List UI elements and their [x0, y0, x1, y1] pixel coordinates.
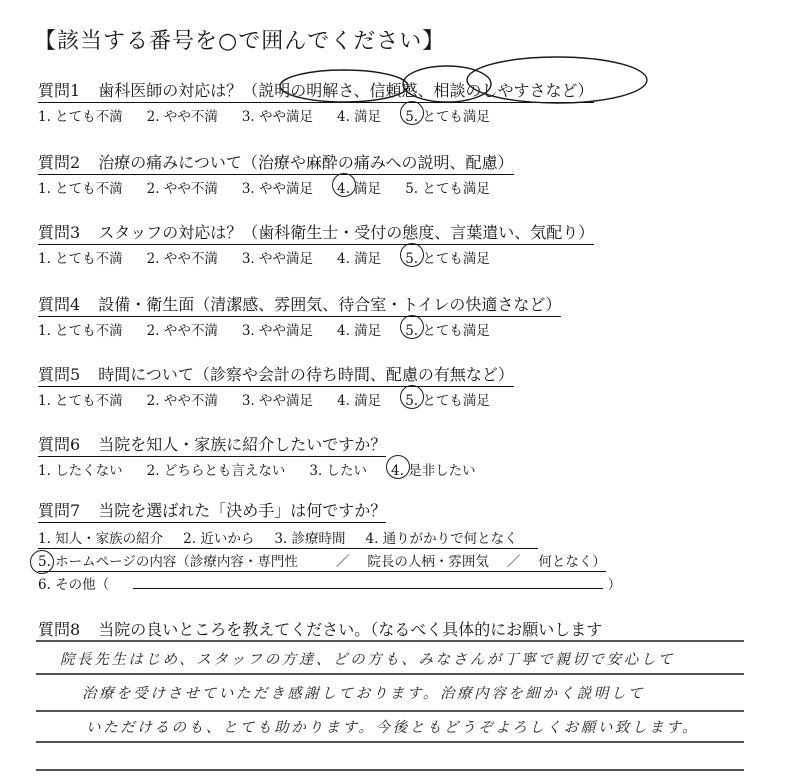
q2-option-4[interactable] — [337, 177, 381, 197]
q1-option-3[interactable] — [242, 105, 313, 125]
question-5-number: 質問5 — [38, 365, 81, 384]
q7-separator-1: ／ — [335, 554, 350, 570]
q4-option-4[interactable] — [337, 319, 381, 339]
q3-option-1[interactable] — [38, 247, 123, 267]
q7-option-2[interactable]: 2. 近いから — [183, 531, 255, 547]
question-2-header — [38, 150, 514, 175]
q6-option-4[interactable] — [391, 459, 476, 479]
q6-option-4-label: 4. 是非したい — [391, 463, 476, 479]
q7-option-director: 院長の人柄・雰囲気 — [367, 554, 489, 570]
q7-option-4[interactable]: 4. 通りがかりで何となく — [365, 531, 518, 547]
question-3-header — [38, 220, 594, 245]
question-2-text: 治療の痛みについて（治療や麻酔の痛みへの説明、配慮） — [98, 153, 514, 172]
question-6-number: 質問6 — [38, 435, 81, 454]
question-1-header — [38, 78, 594, 103]
question-3-options — [38, 247, 514, 267]
q6-option-1-label: 1. したくない — [38, 463, 123, 479]
q1-option-1-label: 1. とても不満 — [38, 109, 123, 125]
q4-option-1[interactable] — [38, 319, 123, 339]
q3-option-5-label: 5. とても満足 — [405, 251, 490, 267]
q6-option-3-label: 3. したい — [309, 463, 368, 479]
selected-answer-circle — [400, 385, 424, 409]
q3-option-4[interactable] — [337, 247, 381, 267]
q5-option-2[interactable] — [147, 389, 218, 409]
question-7-header — [38, 498, 386, 523]
selected-answer-circle — [400, 243, 424, 267]
q6-option-1[interactable] — [38, 459, 123, 479]
question-3-text: スタッフの対応は？（歯科衛生士・受付の態度、言葉遣い、気配り） — [98, 223, 595, 242]
q5-option-1-label: 1. とても不満 — [38, 393, 123, 409]
question-8-number: 質問8 — [38, 620, 81, 639]
question-6-header — [38, 432, 386, 457]
question-4-text: 設備・衛生面（清潔感、雰囲気、待合室・トイレの快適さなど） — [98, 295, 562, 314]
q3-option-2[interactable] — [147, 247, 218, 267]
q2-option-4-label: 4. 満足 — [337, 181, 382, 197]
q2-option-2-label: 2. やや不満 — [146, 181, 218, 197]
q3-option-1-label: 1. とても不満 — [38, 251, 123, 267]
question-8-text: 当院の良いところを教えてください。（なるべく具体的にお願いします — [98, 620, 603, 639]
q1-option-1[interactable] — [38, 105, 123, 125]
survey-title: 【該当する番号を○で囲んでください】 — [34, 29, 446, 54]
q2-option-3[interactable] — [242, 177, 313, 197]
question-4-header — [38, 292, 561, 317]
q4-option-2[interactable] — [147, 319, 218, 339]
q2-option-2[interactable] — [147, 177, 218, 197]
question-2-options — [38, 177, 514, 197]
q3-option-3[interactable] — [242, 247, 313, 267]
q4-option-3[interactable] — [242, 319, 313, 339]
q7-option-1[interactable]: 1. 知人・家族の紹介 — [38, 531, 164, 547]
q7-option-6-close: ） — [607, 577, 622, 593]
q6-option-2-label: 2. どちらとも言えない — [146, 463, 286, 479]
question-1-number: 質問1 — [38, 81, 81, 100]
selected-answer-circle — [400, 101, 424, 125]
q5-option-4-label: 4. 満足 — [337, 393, 382, 409]
selected-answer-circle — [332, 173, 356, 197]
question-7-number: 質問7 — [38, 501, 81, 520]
q5-option-2-label: 2. やや不満 — [146, 393, 218, 409]
q2-option-1-label: 1. とても不満 — [38, 181, 123, 197]
question-7-options-line2 — [38, 550, 626, 570]
q1-option-3-label: 3. やや満足 — [241, 109, 314, 125]
q1-option-2-label: 2. やや不満 — [146, 109, 218, 125]
q7-option-5[interactable]: 5. ホームページの内容（診療内容・専門性 — [38, 554, 298, 570]
q7-option-nandonaku: 何となく） — [538, 554, 606, 570]
q4-option-4-label: 4. 満足 — [337, 323, 382, 339]
selected-answer-circle — [30, 550, 54, 574]
question-1-text: 歯科医師の対応は？（説明の明解さ、信頼感、相談のしやすさなど） — [98, 81, 594, 100]
q2-option-3-label: 3. やや満足 — [241, 181, 314, 197]
q4-option-3-label: 3. やや満足 — [241, 323, 314, 339]
question-4-number: 質問4 — [38, 295, 81, 314]
q2-option-1[interactable] — [38, 177, 123, 197]
q7-separator-2: ／ — [506, 554, 521, 570]
q7-other-field[interactable] — [133, 574, 603, 589]
q5-option-4[interactable] — [337, 389, 381, 409]
q5-option-3[interactable] — [242, 389, 313, 409]
q4-option-5[interactable] — [405, 319, 490, 339]
q1-option-5-label: 5. とても満足 — [405, 109, 490, 125]
q4-option-1-label: 1. とても不満 — [38, 323, 123, 339]
question-5-text: 時間について（診察や会計の待ち時間、配慮の有無など） — [98, 365, 514, 384]
q1-option-4-label: 4. 満足 — [337, 109, 382, 125]
q4-option-5-label: 5. とても満足 — [405, 323, 490, 339]
q7-option-3[interactable]: 3. 診療時間 — [274, 531, 346, 547]
question-6-text: 当院を知人・家族に紹介したいですか？ — [98, 435, 387, 454]
question-6-options — [38, 459, 500, 479]
q5-option-5[interactable] — [405, 389, 490, 409]
q4-option-2-label: 2. やや不満 — [146, 323, 218, 339]
q5-option-1[interactable] — [38, 389, 123, 409]
handwritten-answer-line2: 治療を受けさせていただき感謝しております。治療内容を細かく説明して — [82, 686, 646, 702]
q3-option-4-label: 4. 満足 — [337, 251, 382, 267]
q1-option-2[interactable] — [147, 105, 218, 125]
q2-option-5-label: 5. とても満足 — [405, 181, 490, 197]
q1-option-4[interactable] — [337, 105, 381, 125]
handwritten-answer-line1: 院長先生はじめ、スタッフの方達、どの方も、みなさんが丁寧で親切で安心して — [60, 652, 676, 668]
q7-option-6[interactable]: 6. その他（ — [38, 577, 110, 593]
question-5-options — [38, 389, 514, 409]
question-7-options-line3 — [38, 573, 641, 593]
question-5-header — [38, 362, 514, 387]
question-7-options-line1 — [38, 527, 558, 547]
q3-option-3-label: 3. やや満足 — [241, 251, 314, 267]
question-4-options — [38, 319, 514, 339]
q5-option-3-label: 3. やや満足 — [241, 393, 314, 409]
q5-option-5-label: 5. とても満足 — [405, 393, 490, 409]
question-1-options — [38, 105, 514, 125]
q2-option-5[interactable] — [405, 177, 490, 197]
question-7-text: 当院を選ばれた「決め手」は何ですか？ — [98, 501, 387, 520]
question-8-header — [38, 617, 602, 640]
question-2-number: 質問2 — [38, 153, 81, 172]
question-3-number: 質問3 — [38, 223, 81, 242]
selected-answer-circle — [386, 455, 410, 479]
selected-answer-circle — [400, 315, 424, 339]
q3-option-5[interactable] — [405, 247, 490, 267]
handwritten-answer-line3: いただけるのも、とても助かります。今後ともどうぞよろしくお願い致します。 — [86, 720, 700, 736]
q1-option-5[interactable] — [405, 105, 490, 125]
q6-option-3[interactable] — [309, 459, 367, 479]
q6-option-2[interactable] — [147, 459, 286, 479]
q3-option-2-label: 2. やや不満 — [146, 251, 218, 267]
